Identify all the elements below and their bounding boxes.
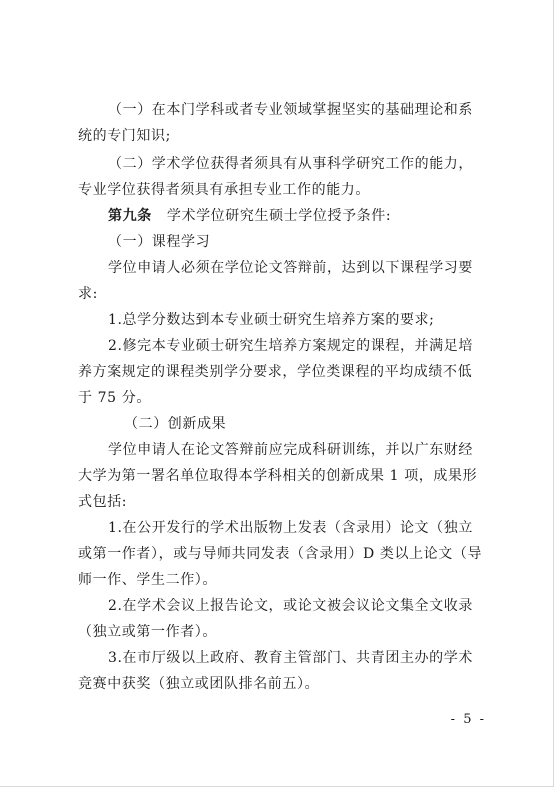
- text-line: 养方案规定的课程类别学分要求，学位类课程的平均成绩不低: [78, 364, 473, 380]
- text-line: 竞赛中获奖（独立或团队排名前五）。: [78, 676, 320, 692]
- text-line: （独立或第一作者）。: [78, 624, 217, 640]
- list-item: 2.在学术会议上报告论文，或论文被会议论文集全文收录: [108, 598, 473, 614]
- article-label: 第九条: [108, 208, 152, 224]
- page-number: - 5 -: [450, 712, 486, 727]
- list-item: 1.总学分数达到本专业硕士研究生培养方案的要求;: [108, 312, 435, 328]
- text-line: 大学为第一署名单位取得本学科相关的创新成果 1 项，成果形: [78, 468, 478, 484]
- text-line: 师一作、学生二作）。: [78, 572, 217, 588]
- list-item: 3.在市厅级以上政府、教育主管部门、共青团主办的学术: [108, 650, 473, 666]
- text-line: 式包括:: [78, 494, 128, 510]
- text-line: 或第一作者），或与导师共同发表（含录用）D 类以上论文（导: [78, 546, 483, 562]
- text-line: 学位申请人必须在学位论文答辩前，达到以下课程学习要: [108, 260, 473, 276]
- article-title: 学术学位研究生硕士学位授予条件:: [166, 208, 392, 224]
- list-item: 2.修完本专业硕士研究生培养方案规定的课程，并满足培: [108, 338, 473, 354]
- text-line: （二）学术学位获得者须具有从事科学研究工作的能力，: [108, 156, 473, 172]
- text-line: 学位申请人在论文答辩前应完成科研训练，并以广东财经: [108, 442, 473, 458]
- text-line: 求:: [78, 286, 98, 302]
- text-line: 统的专门知识;: [78, 128, 171, 144]
- article-heading: [108, 206, 498, 226]
- text-line: 于 75 分。: [78, 390, 151, 406]
- section-heading: （二）创新成果: [124, 416, 227, 432]
- section-heading: （一）课程学习: [108, 234, 211, 250]
- list-item: 1.在公开发行的学术出版物上发表（含录用）论文（独立: [108, 520, 473, 536]
- text-line: 专业学位获得者须具有承担专业工作的能力。: [78, 182, 370, 198]
- text-line: （一）在本门学科或者专业领域掌握坚实的基础理论和系: [108, 102, 473, 118]
